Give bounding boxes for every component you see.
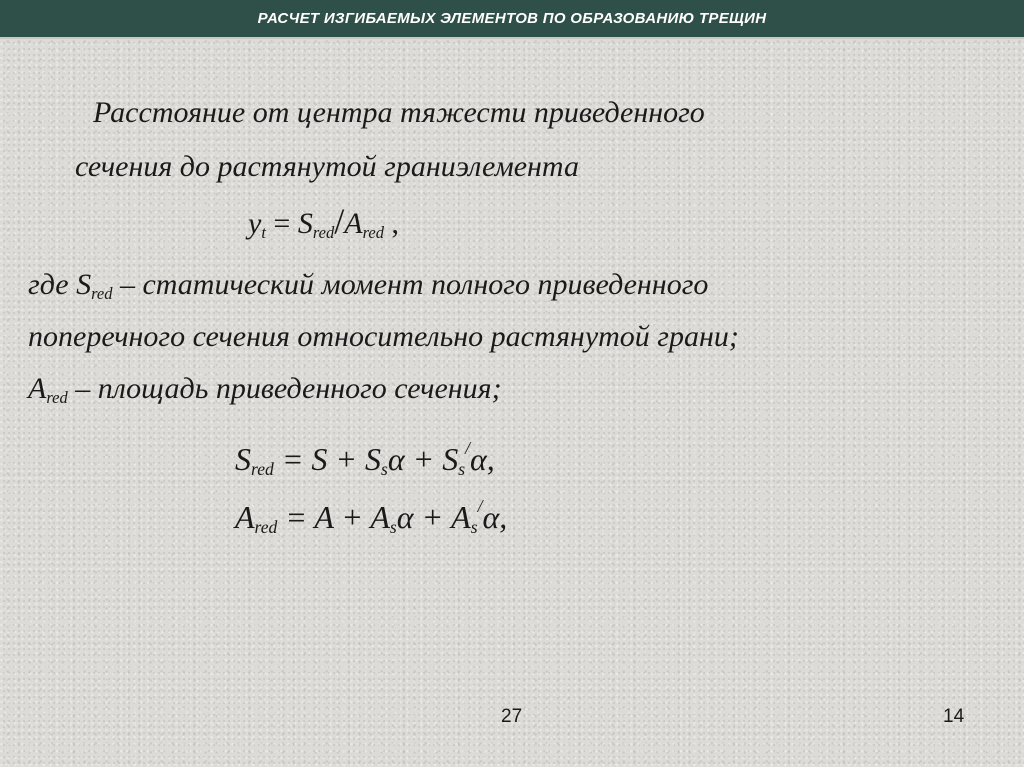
a-description: – площадь приведенного сечения; — [67, 372, 502, 405]
formula-a-red-sub: red — [254, 517, 278, 538]
formula-a-red-t2-coef: α — [482, 498, 500, 535]
formula-a-red-end: , — [499, 498, 508, 535]
slide-number-center: 27 — [501, 706, 523, 727]
formula-yt-lhs: y — [248, 207, 262, 240]
formula-s-red-t1-sub: s — [381, 459, 388, 480]
text-line-5 — [28, 372, 502, 408]
formula-a-red-plus: + — [413, 498, 452, 535]
formula-a-red-t2-prime: / — [477, 496, 483, 516]
formula-s-red-plus: + — [404, 440, 443, 477]
formula-yt-slash: / — [334, 201, 345, 241]
formula-yt-s-sub: red — [312, 222, 335, 242]
formula-yt-s: S — [297, 207, 313, 240]
formula-s-red-t2: S — [442, 440, 459, 477]
formula-yt-a: A — [344, 207, 363, 240]
formula-yt-eq: = — [265, 207, 298, 240]
formula-a-red-t1-coef: α — [396, 498, 414, 535]
formula-a-red-eq: = A + — [277, 498, 371, 535]
symbol-s: S — [76, 268, 92, 301]
formula-a-red-t2-sub: s — [470, 517, 478, 538]
s-description: – статический момент полного приведенного — [112, 268, 709, 301]
symbol-a: A — [28, 372, 47, 405]
where-prefix: где — [28, 268, 77, 301]
text-line-3 — [28, 268, 708, 304]
formula-yt-a-sub: red — [362, 222, 384, 242]
formula-yt-tail: , — [383, 207, 399, 240]
text-line-4: поперечного сечения относительно растянутой грани; — [28, 320, 739, 353]
slide-title-bar — [0, 0, 1024, 39]
formula-yt-lhs-sub: t — [261, 222, 266, 242]
text-line-1: Расстояние от центра тяжести приведенного — [93, 96, 705, 129]
formula-s-red-eq: = S + — [273, 440, 365, 477]
formula-s-red-sub: red — [251, 459, 274, 480]
symbol-s-sub: red — [91, 283, 113, 303]
text-line-2: сечения до растянутой граниэлемента — [75, 150, 579, 183]
formula-s-red-t2-sub: s — [458, 459, 466, 480]
formula-s-red — [235, 438, 495, 480]
formula-s-red-end: , — [486, 440, 495, 477]
slide-title: РАСЧЕТ ИЗГИБАЕМЫХ ЭЛЕМЕНТОВ ПО ОБРАЗОВАНИЮ ТРЕЩИН — [257, 10, 767, 27]
formula-a-red — [235, 496, 507, 538]
formula-s-red-t1-coef: α — [387, 440, 405, 477]
formula-yt — [248, 200, 399, 243]
formula-a-red-t2: A — [451, 498, 471, 535]
formula-a-red-var: A — [235, 498, 255, 535]
formula-a-red-t1-sub: s — [389, 517, 397, 538]
formula-s-red-t2-prime: / — [465, 438, 470, 458]
formula-s-red-t1: S — [365, 440, 381, 477]
formula-s-red-t2-coef: α — [470, 440, 487, 477]
formula-a-red-t1: A — [370, 498, 390, 535]
slide-number-right: 14 — [943, 706, 965, 727]
formula-s-red-var: S — [235, 440, 251, 477]
symbol-a-sub: red — [46, 387, 68, 407]
